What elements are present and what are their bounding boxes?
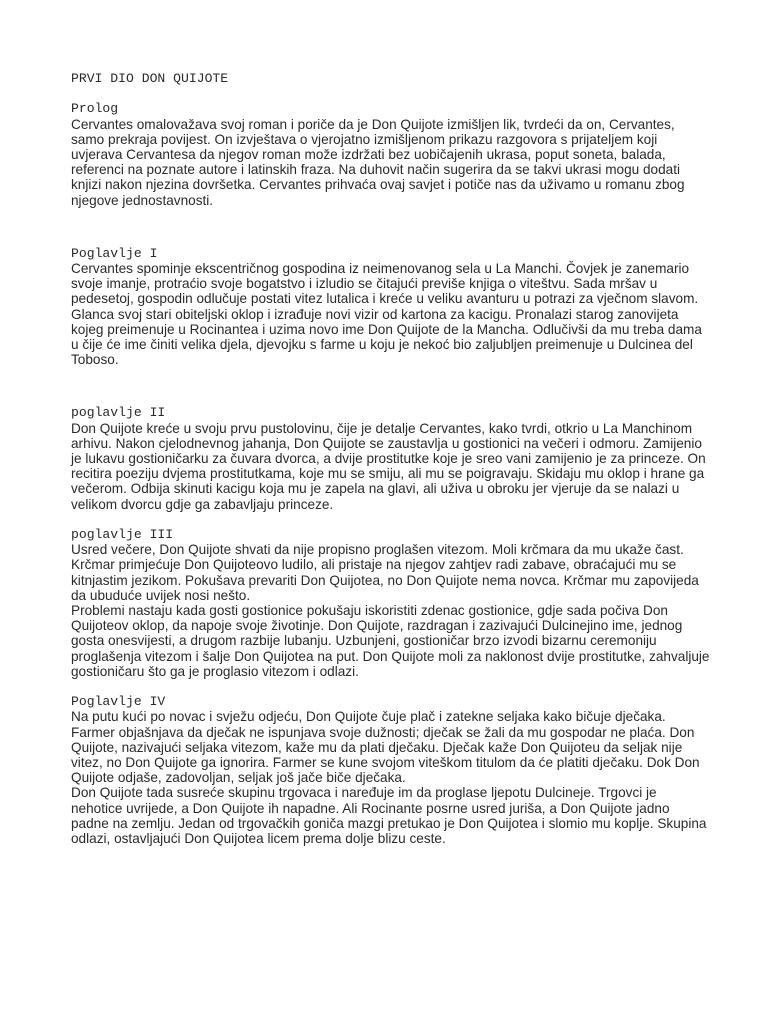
section-chapter-4 xyxy=(71,694,711,846)
section-heading: Poglavlje IV xyxy=(71,694,166,710)
section-paragraph: Don Quijote kreće u svoju prvu pustolovinu, čije je detalje Cervantes, kako tvrdi, otkrio u La Manchinom arhivu. Nakon cjelodnevnog jahanja, Don Quijote se zaustavlja u gostionici na večeri i odmoru. Zamijenio je lukavu gostioničarku za čuvara dvorca, a dvije prostitutke koje je sreo vani zamijenio je za princeze. On recitira poeziju dvjema prostitutkama, koje mu se smiju, ali mu se poigravaju. Skidaju mu oklop i hrane ga večerom. Odbija skinuti kacigu koja mu je zapela na glavi, ali uživa u obroku jer vjeruje da se nalazi u velikom dvorcu gdje ga zabavljaju princeze. xyxy=(71,420,706,512)
spacer xyxy=(71,367,711,405)
section-paragraph: Don Quijote tada susreće skupinu trgovaca i naređuje im da proglase ljepotu Dulcineje. Trgovci je nehotice uvrijede, a Don Quijote ih napadne. Ali Rocinante posrne usred juriša, a Don Quijote jadno padne na zemlju. Jedan od trgovačkih goniča mazgi pretukao je Don Quijotea i slomio mu koplje. Skupina odlazi, ostavljajući Don Quijotea licem prema dolje blizu ceste. xyxy=(71,785,707,847)
section-chapter-2 xyxy=(71,405,711,511)
section-paragraph: Cervantes omalovažava svoj roman i poriče da je Don Quijote izmišljen lik, tvrdeći da on, Cervantes, samo prekraja povijest. On izvještava o vjerojatno izmišljenom prikazu razgovora s prijateljem koji uvjerava Cervantesa da njegov roman može izdržati bez uobičajenih ukrasa, poput soneta, balada, referenci na poznate autore i latinskih fraza. Na duhovit način sugerira da se takvi ukrasi mogu dodati knjizi nakon njezina dovršetka. Cervantes prihvaća ovaj savjet i potiče nas da uživamo u romanu zbog njegove jednostavnosti. xyxy=(71,116,685,208)
document-title: PRVI DIO DON QUIJOTE xyxy=(71,71,229,86)
section-heading: poglavlje III xyxy=(71,527,174,543)
spacer xyxy=(71,208,711,246)
section-chapter-1 xyxy=(71,246,711,368)
section-heading: Poglavlje I xyxy=(71,245,158,261)
section-heading: Prolog xyxy=(71,101,119,117)
spacer xyxy=(71,512,711,527)
section-paragraph: Na putu kući po novac i svježu odjeću, Don Quijote čuje plač i zatekne seljaka kako bičuje dječaka. Farmer objašnjava da dječak ne ispunjava svoje dužnosti; dječak se žali da mu gospodar ne plaća. Don Quijote, nazivajući seljaka vitezom, kaže mu da plati dječaku. Dječak kaže Don Quijoteu da seljak nije vitez, no Don Quijote ga ignorira. Farmer se kune svojom viteškom titulom da će platiti dječaku. Dok Don Quijote odjaše, zadovoljan, seljak još jače biče dječaka. xyxy=(71,709,700,786)
spacer xyxy=(71,679,711,694)
section-paragraph: Cervantes spominje ekscentričnog gospodina iz neimenovanog sela u La Manchi. Čovjek je zanemario svoje imanje, protraćio svoje bogatstvo i izludio se čitajući previše knjiga o viteštvu. Sada mršav u pedesetoj, gospodin odlučuje postati vitez lutalica i kreće u veliku avanturu u potrazi za vječnom slavom. Glanca svoj stari obiteljski oklop i izrađuje novi vizir od kartona za kacigu. Pronalazi starog zanovijeta kojeg preimenuje u Rocinantea i uzima novo ime Don Quijote de la Mancha. Odlučivši da mu treba dama u čije će ime činiti velika djela, djevojku s farme u koju je nekoć bio zaljubljen preimenuje u Dulcinea del Toboso. xyxy=(71,261,702,368)
section-chapter-3 xyxy=(71,527,711,679)
section-prolog xyxy=(71,101,711,207)
section-paragraph: Problemi nastaju kada gosti gostionice pokušaju iskoristiti zdenac gostionice, gdje sada počiva Don Quijoteov oklop, da napoje svoje životinje. Don Quijote, razdragan i zazivajući Dulcinejino ime, jednog gosta onesvijesti, a drugom razbije lubanju. Uzbunjeni, gostioničar brzo izvodi bizarnu ceremoniju proglašenja vitezom i šalje Don Quijotea na put. Don Quijote moli za naklonost dvije prostitutke, zahvaljuje gostioničaru što ga je proglasio vitezom i odlazi. xyxy=(71,603,710,679)
spacer xyxy=(71,86,711,101)
section-heading: poglavlje II xyxy=(71,405,166,421)
document-page xyxy=(71,71,711,846)
section-paragraph: Usred večere, Don Quijote shvati da nije propisno proglašen vitezom. Moli krčmara da mu ukaže čast. Krčmar primjećuje Don Quijoteovo ludilo, ali pristaje na njegov zahtjev radi zabave, obraćajući mu se kitnjastim jezikom. Pokušava prevariti Don Quijotea, no Don Quijote nema novca. Krčmar mu zapovijeda da ubuduće uvijek nosi nešto. xyxy=(71,542,699,603)
